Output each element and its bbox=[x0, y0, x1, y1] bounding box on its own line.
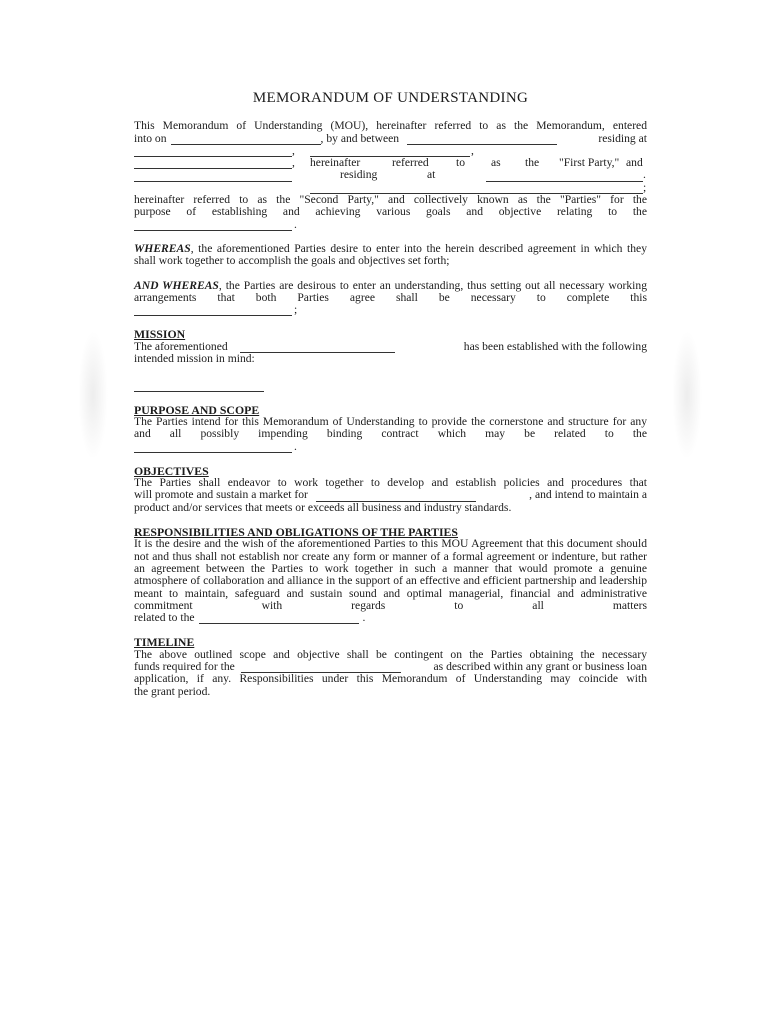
mission-entity-blank bbox=[240, 343, 395, 353]
objectives-section: OBJECTIVES The Parties shall endeavor to work together to develop and establish policies and procedures that will promote and sustain a market for , and intend to maintain a product and/or services that meets or exceeds all business and industry standards. bbox=[134, 463, 647, 514]
arrangements-blank bbox=[134, 306, 292, 316]
mission-blank bbox=[134, 382, 264, 392]
first-party-name-blank bbox=[407, 135, 557, 145]
intro-line-8: . bbox=[134, 219, 647, 231]
intro-line-5: residing at . bbox=[134, 169, 647, 181]
intro-line-3: , , bbox=[134, 145, 647, 157]
intro-line-5b: ; bbox=[134, 182, 647, 194]
second-party-address-blank bbox=[486, 172, 643, 182]
document-title: MEMORANDUM OF UNDERSTANDING bbox=[252, 90, 529, 106]
timeline-heading: TIMELINE bbox=[134, 635, 195, 650]
page-edge-shadow-left bbox=[78, 330, 108, 460]
mission-heading: MISSION bbox=[134, 327, 186, 342]
intro-line-6: hereinafter referred to as the "Second Party," and collectively known as the "Parties" for the bbox=[134, 193, 647, 207]
intro-line-7: purpose of establishing and achieving various goals and objective relating to the bbox=[134, 205, 647, 219]
purpose-blank bbox=[134, 221, 292, 231]
timeline-section: TIMELINE The above outlined scope and objective shall be contingent on the Parties obtaining the necessary funds required for the as described within any grant or business loan application, if any. Responsibilities under this Memorandum of Understanding may coincide with the grant period. bbox=[134, 635, 647, 698]
and-whereas-paragraph: AND WHEREAS, the Parties are desirous to enter an understanding, thus setting out all necessary working arrangements that both Parties agree shall be necessary to complete this ; bbox=[134, 278, 648, 317]
second-party-address-blank-2 bbox=[310, 184, 643, 194]
related-blank bbox=[199, 614, 359, 624]
date-blank bbox=[171, 135, 321, 145]
objectives-heading: OBJECTIVES bbox=[134, 463, 209, 478]
purpose-scope-blank bbox=[134, 443, 292, 453]
purpose-heading: PURPOSE AND SCOPE bbox=[134, 402, 260, 417]
responsibilities-heading: RESPONSIBILITIES AND OBLIGATIONS OF THE PARTIES bbox=[134, 525, 458, 540]
intro-line-1: This Memorandum of Understanding (MOU), hereinafter referred to as the Memorandum, entered bbox=[134, 119, 647, 133]
responsibilities-section: RESPONSIBILITIES AND OBLIGATIONS OF THE PARTIES It is the desire and the wish of the aforementioned Parties to this MOU Agreement that this document should not and thus shall not establish nor create any form or manner of a formal agreement or indenture, but rather an agreement between the Parties to work together in such a manner that would promote a genuine atmosphere of collaboration and alliance in the support of an effective and efficient partnership and leadership meant to maintain, safeguard and sustain sound and optimal managerial, financial and administrative commitment with regards to all matters related to the . bbox=[134, 525, 647, 625]
mission-section: MISSION The aforementioned has been established with the following intended mission in mind: bbox=[134, 328, 647, 391]
intro-line-2: into on , by and between residing at bbox=[134, 131, 647, 145]
second-party-name-blank bbox=[134, 172, 292, 182]
purpose-section: PURPOSE AND SCOPE The Parties intend for this Memorandum of Understanding to provide the cornerstone and structure for any and all possibly impending binding contract which may be related to the . bbox=[134, 402, 647, 453]
intro-paragraph bbox=[134, 120, 647, 231]
first-party-address-blank-2 bbox=[134, 159, 292, 169]
whereas-paragraph: WHEREAS, the aforementioned Parties desire to enter into the herein described agreement in which they shall work together to accomplish the goals and objectives set forth; bbox=[134, 241, 647, 268]
mou-document bbox=[134, 92, 647, 698]
page-edge-shadow-right bbox=[672, 330, 702, 460]
intro-line-4: , hereinafter referred to as the "First Party," and bbox=[134, 157, 647, 169]
